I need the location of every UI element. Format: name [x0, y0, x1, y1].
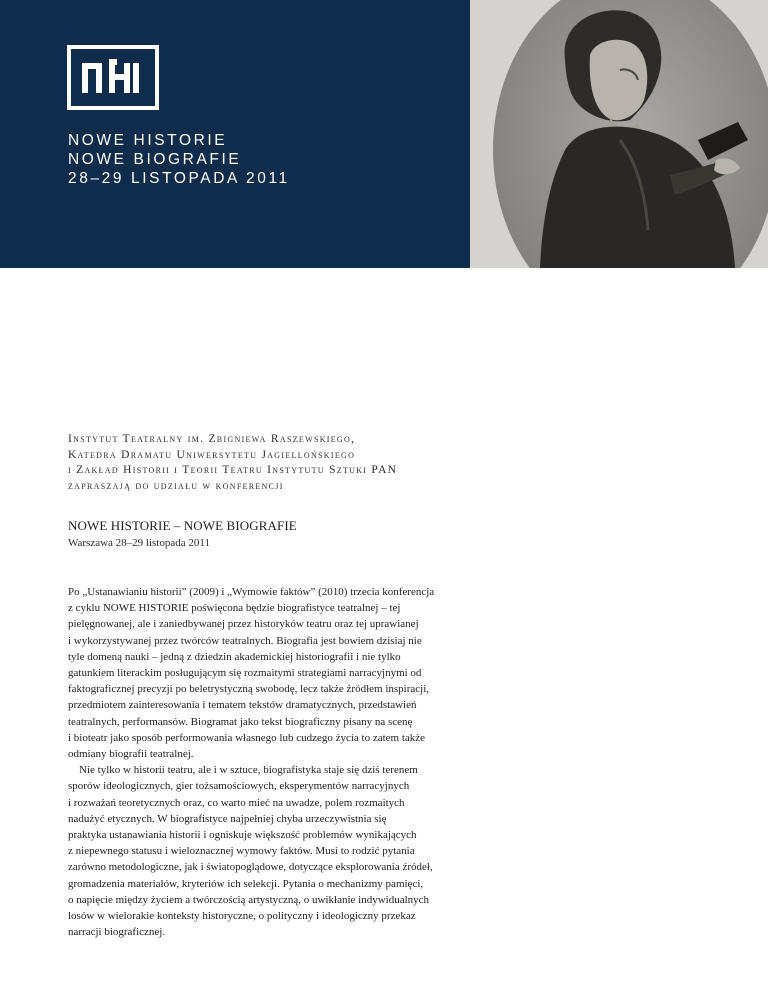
organizers-block — [68, 432, 397, 494]
body-line: Nie tylko w historii teatru, ale i w sztuce, biografistyka staje się dziś terenem — [68, 764, 418, 777]
organizer-line: Instytut Teatralny im. Zbigniewa Raszewskiego, — [68, 433, 356, 445]
body-line: i wykorzystywanej przez twórców teatralnych. Biografia jest bowiem dzisiaj nie — [68, 634, 422, 647]
body-line: faktograficznej precyzji po beletrystyczną swobodę, lecz także źródłem inspiracji, — [68, 683, 430, 696]
body-line: narracji biograficznej. — [68, 926, 166, 939]
body-line: o napięcie między życiem a twórczością artystyczną, o uwikłanie indywidualnych — [68, 893, 430, 906]
body-line: gromadzenia materiałów, kryteriów ich selekcji. Pytania o mechanizmy pamięci, — [68, 877, 424, 890]
conference-date: Warszawa 28–29 listopada 2011 — [68, 537, 210, 549]
portrait-photo — [470, 0, 768, 268]
conference-title: NOWE HISTORIE – NOWE BIOGRAFIE — [68, 518, 297, 533]
organizer-line: i Zakład Historii i Teorii Teatru Instytutu Sztuki PAN — [68, 464, 398, 476]
body-text — [68, 584, 488, 940]
organizer-line: Katedra Dramatu Uniwersytetu Jagiellońskiego — [68, 448, 356, 461]
banner-title — [68, 131, 290, 188]
nh-logo — [67, 45, 159, 110]
portrait-image — [470, 0, 768, 268]
body-line: tyle domeną nauki – jedną z dziedzin akademickiej historiografii i nie tylko — [68, 650, 401, 663]
body-line: z niepewnego statusu i wieloznacznej wymowy faktów. Musi to rodzić pytania — [68, 845, 415, 858]
body-line: gatunkiem literackim posługującym się rozmaitymi strategiami narracyjnymi od — [68, 667, 422, 680]
body-line: zarówno metodologiczne, jak i światopoglądowe, dotyczące eksplorowania źródeł, — [68, 861, 433, 874]
body-line: losów w wielorakie konteksty historyczne, o polityczny i ideologiczny przekaz — [68, 910, 416, 923]
body-line: i bioteatr jako sposób performowania własnego lub cudzego życia to zatem także — [68, 731, 426, 744]
banner-title-line: 28–29 LISTOPADA 2011 — [68, 170, 290, 187]
body-line: praktyka ustanawiania historii i ogniskuje większość problemów wynikających — [68, 829, 417, 842]
body-line: pielęgnowanej, ale i zaniedbywanej przez historyków teatru oraz tej uprawianej — [68, 618, 419, 631]
body-line: teatralnych, performansów. Biogramat jako tekst biograficzny pisany na scenę — [68, 715, 413, 728]
body-line: nadużyć etycznych. W biografistyce najpełniej chyba urzeczywistnia się — [68, 812, 387, 825]
banner-title-line: NOWE BIOGRAFIE — [68, 151, 242, 168]
nh-logo-mark — [71, 49, 155, 106]
body-line: przedmiotem zainteresowania i tematem tekstów dramatycznych, przedstawień — [68, 699, 417, 712]
body-line: odmiany biografii teatralnej. — [68, 748, 194, 761]
banner-title-line: NOWE HISTORIE — [68, 132, 228, 149]
body-line: sporów ideologicznych, gier tożsamościowych, eksperymentów narracyjnych — [68, 780, 410, 793]
organizer-line: zapraszają do udziału w konferencji — [68, 479, 284, 492]
body-line: Po „Ustanawianiu historii” (2009) i „Wymowie faktów” (2010) trzecia konferencja — [68, 586, 435, 598]
body-line: z cyklu NOWE HISTORIE poświęcona będzie biografistyce teatralnej – tej — [68, 602, 401, 615]
body-line: i rozważań teoretycznych oraz, co warto mieć na uwadze, polem rozmaitych — [68, 796, 405, 809]
